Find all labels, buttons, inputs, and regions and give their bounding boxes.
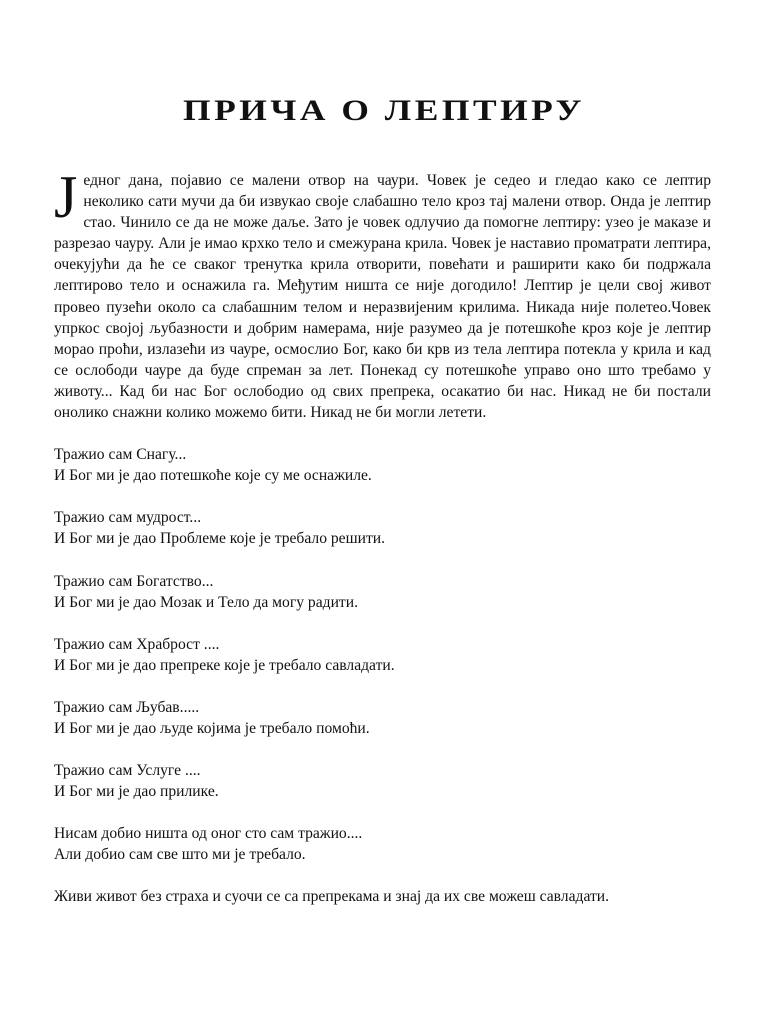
stanza-given-line: И Бог ми је дао прилике. xyxy=(54,783,219,801)
stanza-given-line: Али добио сам све што ми је требало. xyxy=(54,846,306,864)
stanza-received xyxy=(54,823,711,865)
stanza-strength xyxy=(54,444,711,486)
intro-paragraph xyxy=(54,164,711,423)
stanza-love xyxy=(54,697,711,739)
stanza-asked-line: Тражио сам Љубав..... xyxy=(54,698,200,716)
stanza-asked-line: Тражио сам Услуге .... xyxy=(54,762,201,780)
document-body xyxy=(54,164,711,908)
page-title: ПРИЧА О ЛЕПТИРУ xyxy=(183,94,585,127)
closing-line: Живи живот без страха и суочи се са препрекама и знај да их све можеш савладати. xyxy=(54,888,610,906)
stanza-given-line: И Бог ми је дао људе којима је требало помоћи. xyxy=(54,719,370,737)
stanza-given-line: И Бог ми је дао Проблеме које је требало решити. xyxy=(54,530,386,548)
stanza-given-line: И Бог ми је дао препреке које је требало савладати. xyxy=(54,656,395,674)
stanza-wealth xyxy=(54,571,711,613)
stanza-favors xyxy=(54,760,711,802)
drop-cap-letter: Ј xyxy=(54,164,78,230)
stanza-asked-line: Тражио сам Снагу... xyxy=(54,446,187,464)
stanza-asked-line: Тражио сам мудрост... xyxy=(54,509,202,527)
stanza-asked-line: Тражио сам Богатство... xyxy=(54,572,214,590)
stanza-courage xyxy=(54,634,711,676)
stanza-asked-line: Тражио сам Храброст .... xyxy=(54,635,220,653)
stanza-asked-line: Нисам добио ништа од оног сто сам тражио.... xyxy=(54,825,363,843)
stanza-wisdom xyxy=(54,507,711,549)
intro-text: едног дана, појавио се малени отвор на чаури. Човек је седео и гледао како се лептир неколико сати мучи да би извукао своје слабашно тело кроз тај малени отвор. Онда је лептир стао. Чинило се да не може даље. Зато је човек одлучио да помогне лептиру: узео је маказе и разрезао чауру. Али је имао крхко тело и смежурана крила. Човек је наставио проматрати лептира, очекујући да ће се сваког тренутка крила отворити, повећати и раширити како би подржала лептирово тело и оснажила га. Међутим ништа се није догодило! Лептир је цели свој живот провео пузећи около са слабашним телом и неразвијеним крилима. Никада није полетео.Човек упркос својој љубазности и добрим намерама, није разумео да је потешкоће кроз које је лептир морао проћи, излазећи из чауре, осмослио Бог, како би крв из тела лептира потекла у крила и кад се ослободи чауре да буде спреман за лет. Понекад су потешкоће управо оно што требамо у животу... Кад би нас Бог ослободио од свих препрека, осакатио би нас. Никад не би постали онолико снажни колико можемо бити. Никад не би могли летети. xyxy=(54,172,711,422)
stanza-given-line: И Бог ми је дао потешкоће које су ме оснажиле. xyxy=(54,467,372,485)
stanza-given-line: И Бог ми је дао Мозак и Тело да могу радити. xyxy=(54,593,358,611)
